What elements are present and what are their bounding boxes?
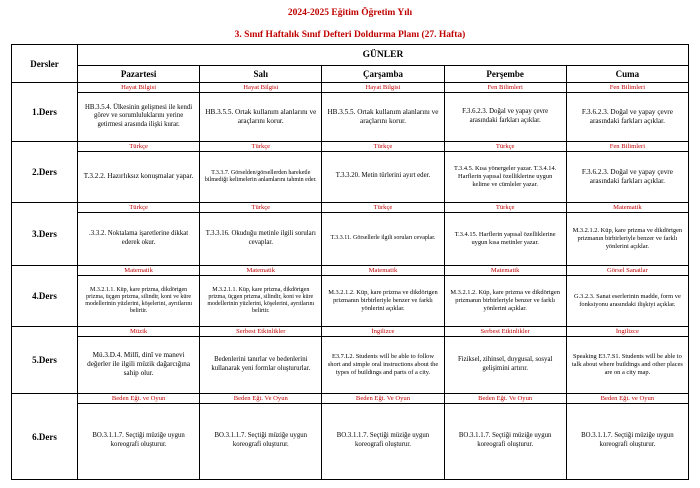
subject-label: Beden Eğt. ve Oyun xyxy=(567,394,688,404)
lesson-cell xyxy=(566,83,688,142)
subject-label: Hayat Bilgisi xyxy=(200,83,321,93)
subject-label: Beden Eğt. Ve Oyun xyxy=(322,394,443,404)
subject-label: Hayat Bilgisi xyxy=(322,83,443,93)
outcome-text: BO.3.1.1.7. Seçtiği müziğe uygun koreografi oluşturur. xyxy=(92,432,185,448)
subject-label: Fen Bilimleri xyxy=(445,83,566,93)
subject-label: Türkçe xyxy=(322,203,443,213)
document-title: 2024-2025 Eğitim Öğretim Yılı xyxy=(287,8,413,18)
lesson-cell xyxy=(566,203,688,266)
lesson-cell xyxy=(200,327,322,394)
dersler-header: Dersler xyxy=(12,45,78,83)
outcome-text: M.3.2.1.1. Küp, kare prizma, dikdörtgen prizma, üçgen prizma, silindir, koni ve küre modellerinin yüzlerini, köşelerini, ayrıtlarını belirtir. xyxy=(207,286,315,314)
outcome-text: M.3.2.1.1. Küp, kare prizma, dikdörtgen prizma, üçgen prizma, silindir, koni ve küre modellerinin yüzlerini, köşelerini, ayrıtlarını belirtir. xyxy=(85,286,192,314)
table-row xyxy=(12,83,689,142)
lesson-cell xyxy=(444,142,566,203)
subject-label: Serbest Etkinlikler xyxy=(200,327,321,337)
lesson-cell xyxy=(78,266,200,327)
outcome-text: T.3.2.2. Hazırlıksız konuşmalar yapar. xyxy=(83,172,194,181)
document-subtitle: 3. Sınıf Haftalık Sınıf Defteri Doldurma Planı (27. Hafta) xyxy=(234,30,466,40)
outcome-text: Speaking E3.7.S1. Students will be able to talk about where buildings and other places are on a city map. xyxy=(571,352,683,376)
subject-label: Türkçe xyxy=(78,203,199,213)
lesson-cell xyxy=(566,266,688,327)
lesson-cell xyxy=(200,142,322,203)
day-header-carsamba: Çarşamba xyxy=(322,66,444,83)
outcome-text: T.3.3.11. Görsellerle ilgili soruları cevaplar. xyxy=(330,235,436,242)
weekly-plan-table xyxy=(11,44,689,480)
lesson-cell xyxy=(566,394,688,480)
outcome-text: T.3.4.15. Harflerin yapısal özelliklerine uygun kısa metinler yazar. xyxy=(454,230,556,246)
table-row xyxy=(12,142,689,203)
lesson-cell xyxy=(444,83,566,142)
period-label: 4.Ders xyxy=(12,266,78,327)
subject-label: Beden Eğt. ve Oyun xyxy=(78,394,199,404)
outcome-text: HB.3.5.5. Ortak kullanım alanlarını ve araçlarını korur. xyxy=(327,107,439,125)
subject-label: Türkçe xyxy=(445,203,566,213)
subject-label: Fen Bilimleri xyxy=(567,142,688,152)
outcome-text: BO.3.1.1.7. Seçtiği müziğe uygun koreografi oluşturur. xyxy=(458,432,552,448)
subject-label: Beden Eğt. Ve Oyun xyxy=(200,394,321,404)
subject-label: Fen Bilimleri xyxy=(567,83,688,93)
subject-label: Türkçe xyxy=(78,142,199,152)
outcome-text: F.3.6.2.3. Doğal ve yapay çevre arasındaki farkları açıklar. xyxy=(581,167,673,185)
day-header-cuma: Cuma xyxy=(566,66,688,83)
outcome-text: Mü.3.D.4. Millî, dinî ve manevi değerler ile ilgili müzik dağarcığına sahip olur. xyxy=(87,351,191,378)
lesson-cell xyxy=(200,394,322,480)
subject-label: Beden Eğt. Ve Oyun xyxy=(445,394,566,404)
subject-label: İngilizce xyxy=(322,327,443,337)
outcome-text: M.3.2.1.2. Küp, kare prizma ve dikdörtgen prizmanın birbirleriyle benzer ve farklı yönlerini açıklar. xyxy=(328,288,438,312)
lesson-cell xyxy=(444,266,566,327)
lesson-cell xyxy=(444,394,566,480)
subject-label: Türkçe xyxy=(200,203,321,213)
lesson-cell xyxy=(200,203,322,266)
outcome-text: F.3.6.2.3. Doğal ve yapay çevre arasındaki farkları açıklar. xyxy=(462,108,549,124)
lesson-cell xyxy=(78,394,200,480)
subject-label: Matematik xyxy=(78,266,199,276)
subject-label: Hayat Bilgisi xyxy=(78,83,199,93)
table-row xyxy=(12,394,689,480)
lesson-cell xyxy=(566,327,688,394)
subject-label: İngilizce xyxy=(567,327,688,337)
subject-label: Serbest Etkinlikler xyxy=(445,327,566,337)
outcome-text: T.3.4.5. Kısa yönergeler yazar. T.3.4.14. Harflerin yapısal özelliklerine uygun kelime ve cümleler yazar. xyxy=(454,164,557,188)
outcome-text: BO.3.1.1.7. Seçtiği müziğe uygun koreografi oluşturur. xyxy=(214,432,308,448)
lesson-cell xyxy=(322,83,444,142)
subject-label: Matematik xyxy=(200,266,321,276)
outcome-text: .3.3.2. Noktalama işaretlerine dikkat ederek okur. xyxy=(89,230,189,246)
period-label: 5.Ders xyxy=(12,327,78,394)
table-row xyxy=(12,327,689,394)
gunler-header: GÜNLER xyxy=(78,45,689,66)
lesson-cell xyxy=(322,203,444,266)
lesson-cell xyxy=(444,327,566,394)
outcome-text: T.3.3.16. Okuduğu metinle ilgili soruları cevaplar. xyxy=(205,230,316,246)
outcome-text: Bedenlerini tanırlar ve bedenlerini kullanarak yeni formlar oluştururlar. xyxy=(211,356,311,372)
lesson-cell xyxy=(322,327,444,394)
lesson-cell xyxy=(444,203,566,266)
table-row xyxy=(12,266,689,327)
lesson-cell xyxy=(200,83,322,142)
period-label: 2.Ders xyxy=(12,142,78,203)
outcome-text: BO.3.1.1.7. Seçtiği müziğe uygun koreografi oluşturur. xyxy=(581,432,674,448)
day-header-persembe: Perşembe xyxy=(444,66,566,83)
period-label: 6.Ders xyxy=(12,394,78,480)
outcome-text: G.3.2.3. Sanat eserlerinin madde, form ve fonksiyonu arasındaki ilişkiyi açıklar. xyxy=(573,292,681,308)
outcome-text: T.3.3.20. Metin türlerini ayırt eder. xyxy=(335,172,431,180)
outcome-text: F.3.6.2.3. Doğal ve yapay çevre arasındaki farkları açıklar. xyxy=(581,107,673,125)
subject-label: Türkçe xyxy=(445,142,566,152)
lesson-cell xyxy=(200,266,322,327)
table-row xyxy=(12,203,689,266)
lesson-cell xyxy=(322,266,444,327)
day-header-sali: Salı xyxy=(200,66,322,83)
lesson-cell xyxy=(566,142,688,203)
period-label: 3.Ders xyxy=(12,203,78,266)
day-header-pazartesi: Pazartesi xyxy=(78,66,200,83)
lesson-cell xyxy=(78,142,200,203)
outcome-text: BO.3.1.1.7. Seçtiği müziğe uygun koreografi oluşturur. xyxy=(336,432,430,448)
subject-label: Görsel Sanatlar xyxy=(567,266,688,276)
lesson-cell xyxy=(78,83,200,142)
subject-label: Matematik xyxy=(445,266,566,276)
outcome-text: T.3.3.7. Görselden/görsellerden hareketle bilmediği kelimelerin anlamlarını tahmin eder. xyxy=(204,169,317,183)
lesson-cell xyxy=(78,203,200,266)
subject-label: Müzik xyxy=(78,327,199,337)
lesson-cell xyxy=(322,394,444,480)
outcome-text: Fiziksel, zihinsel, duygusal, sosyal gelişimini artırır. xyxy=(457,356,553,372)
outcome-text: M.3.2.1.2. Küp, kare prizma ve dikdörtgen prizmanın birbirleriyle benzer ve farklı yönlerini açıklar. xyxy=(572,226,683,250)
subject-label: Türkçe xyxy=(200,142,321,152)
subject-label: Matematik xyxy=(567,203,688,213)
outcome-text: M.3.2.1.2. Küp, kare prizma ve dikdörtgen prizmanın birbirleriyle benzer ve farklı yönlerini açıklar. xyxy=(450,288,560,312)
outcome-text: E3.7.L2. Students will be able to follow short and simple oral instructions about the types of buildings and parts of a city. xyxy=(327,352,439,376)
subject-label: Matematik xyxy=(322,266,443,276)
lesson-cell xyxy=(322,142,444,203)
outcome-text: HB.3.5.5. Ortak kullanım alanlarını ve araçlarını korur. xyxy=(205,107,317,125)
period-label: 1.Ders xyxy=(12,83,78,142)
lesson-cell xyxy=(78,327,200,394)
outcome-text: HB.3.5.4. Ülkesinin gelişmesi ile kendi görev ve sorumluluklarını yerine getirmesi arasında ilişki kurar. xyxy=(84,103,193,128)
subject-label: Türkçe xyxy=(322,142,443,152)
